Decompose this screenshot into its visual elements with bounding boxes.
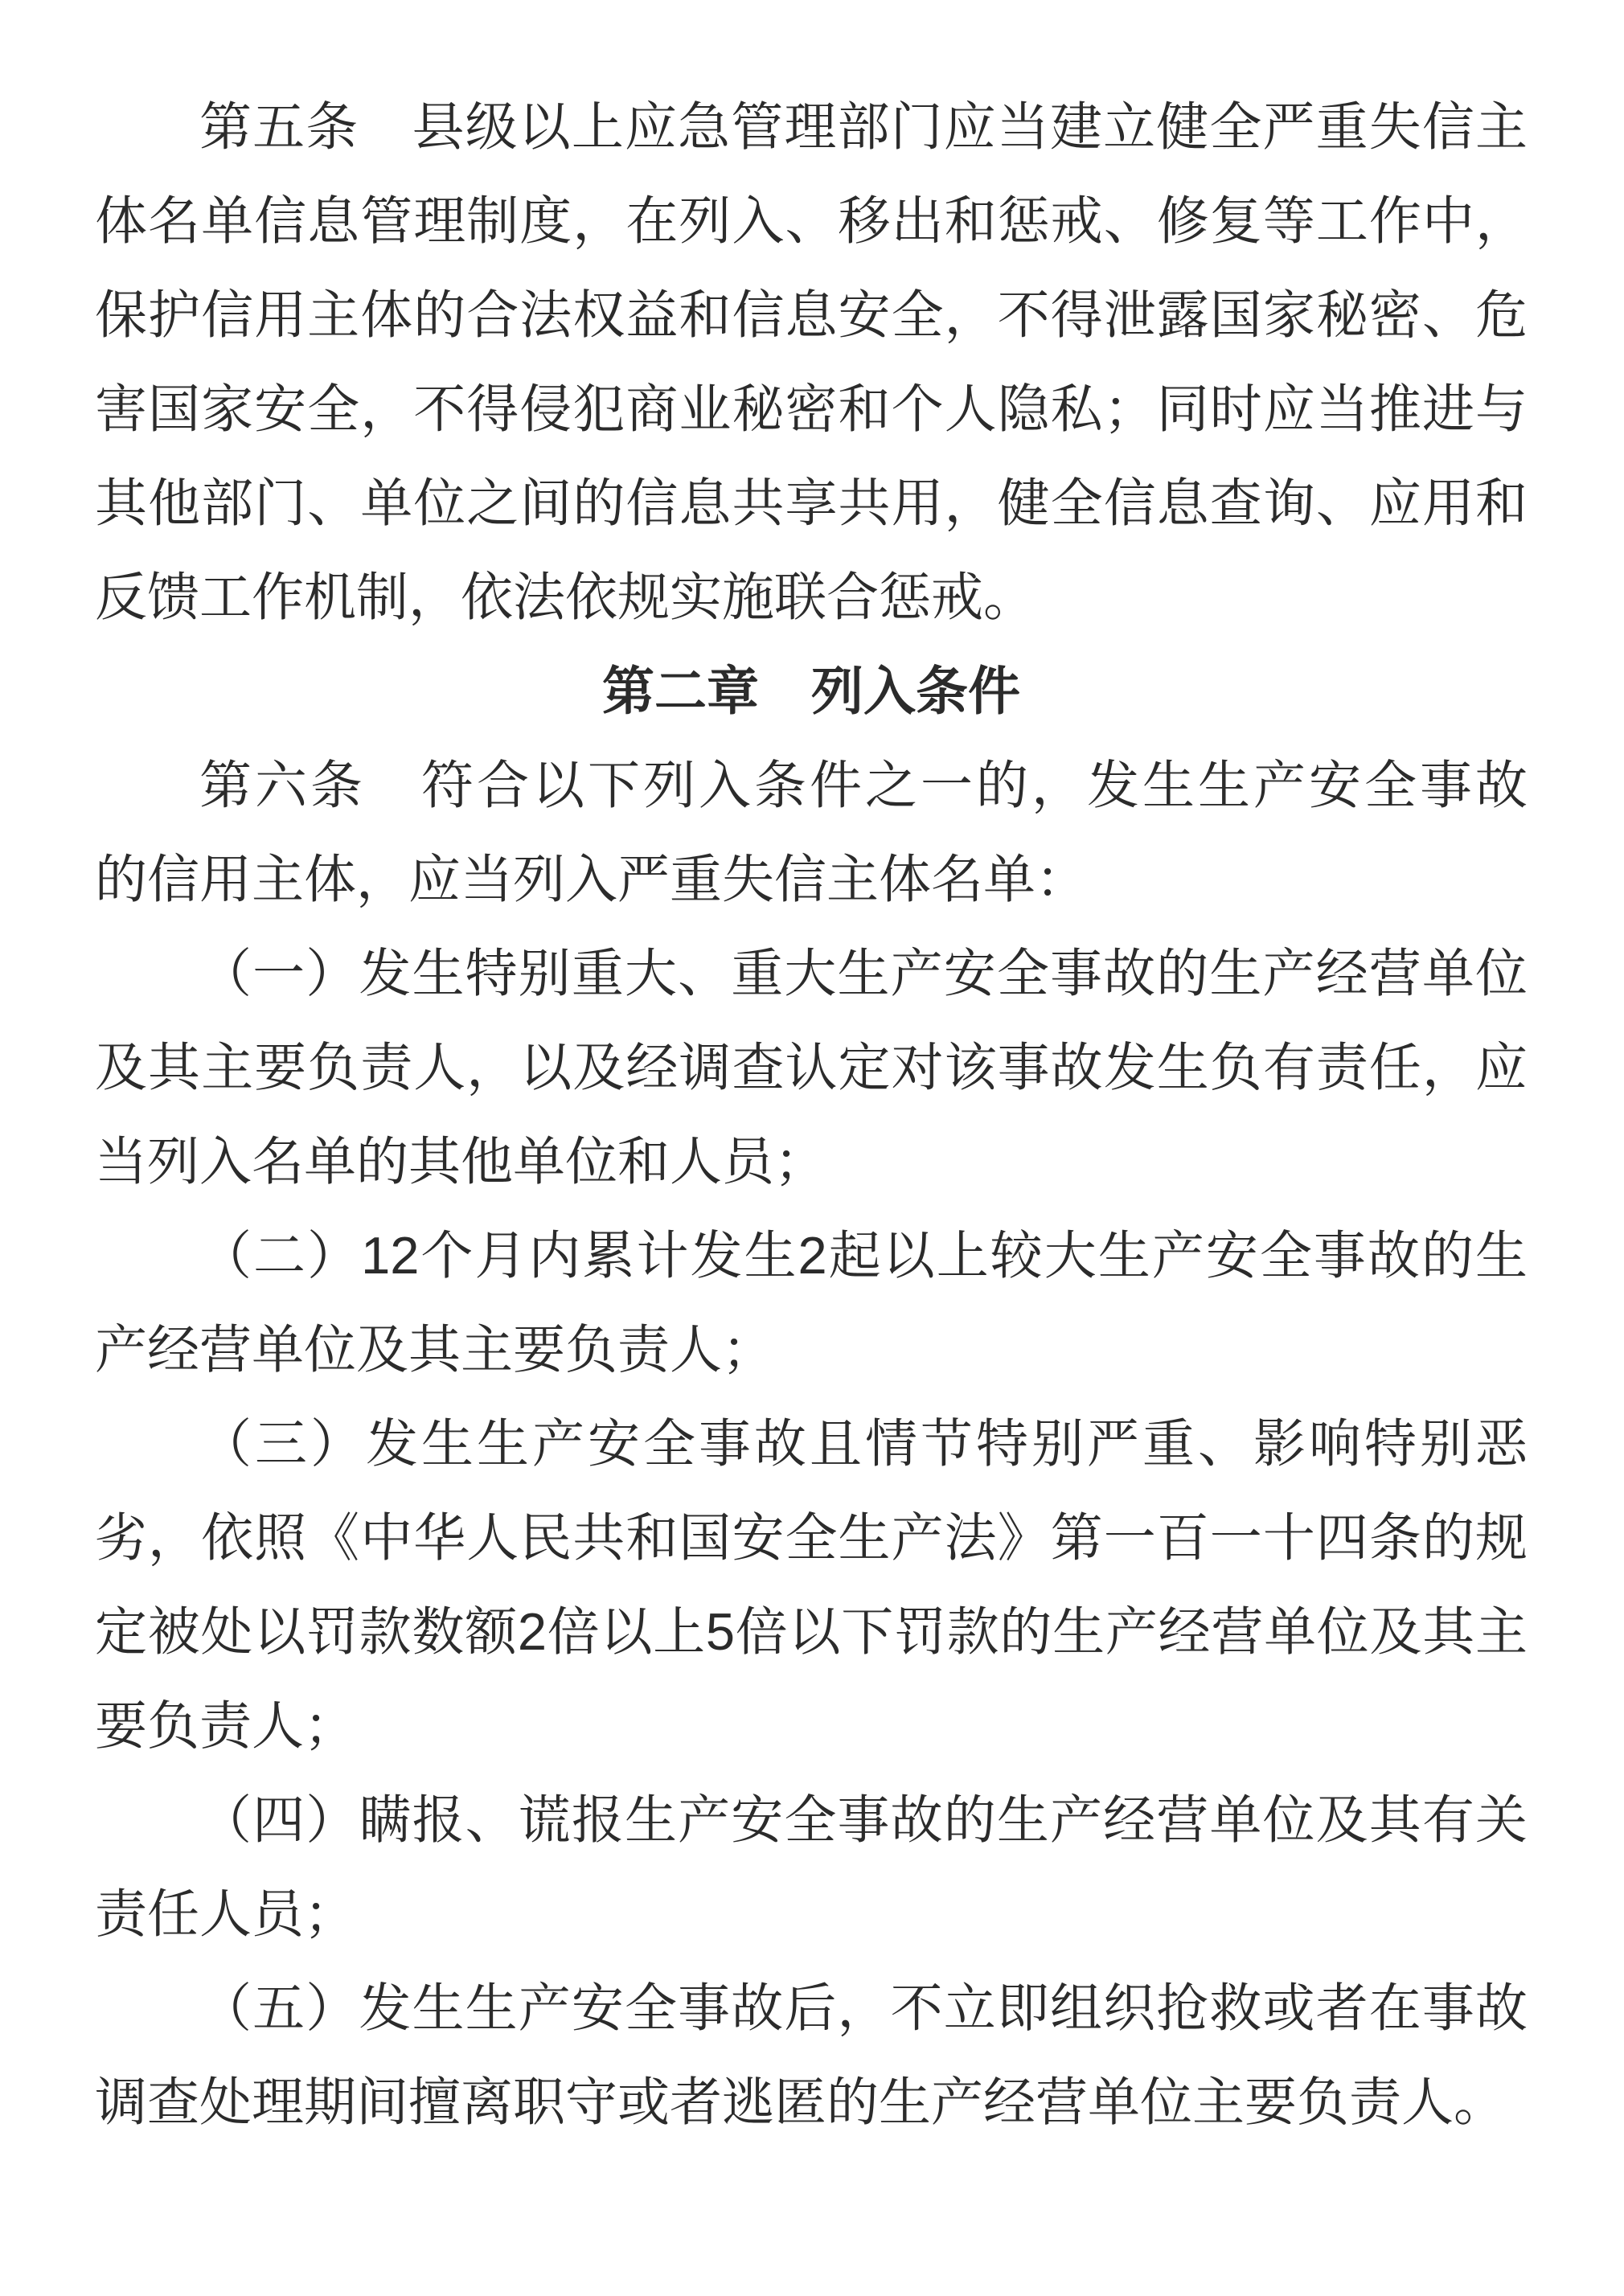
item1-line-1: （一）发生特别重大、重大生产安全事故的生产经营单位 bbox=[199, 944, 1528, 1002]
item1-line-3: 当列入名单的其他单位和人员； bbox=[95, 1132, 827, 1191]
article6-line-1: 第六条 符合以下列入条件之一的，发生生产安全事故 bbox=[199, 756, 1528, 814]
item5-line-1: （五）发生生产安全事故后，不立即组织抢救或者在事故 bbox=[199, 1978, 1528, 2037]
item5-line-2: 调查处理期间擅离职守或者逃匿的生产经营单位主要负责人。 bbox=[95, 2073, 1507, 2131]
item1-line-2: 及其主要负责人，以及经调查认定对该事故发生负有责任，应 bbox=[95, 1038, 1528, 1097]
item4-line-2: 责任人员； bbox=[95, 1884, 357, 1943]
item3-line-4: 要负责人； bbox=[95, 1696, 357, 1755]
article6-line-2: 的信用主体，应当列入严重失信主体名单： bbox=[95, 850, 1089, 908]
item3-line-2: 劣，依照《中华人民共和国安全生产法》第一百一十四条的规 bbox=[95, 1508, 1528, 1567]
item4-line-1: （四）瞒报、谎报生产安全事故的生产经营单位及其有关 bbox=[199, 1790, 1528, 1849]
article5-line-3: 保护信用主体的合法权益和信息安全，不得泄露国家秘密、危 bbox=[95, 285, 1528, 344]
document-page bbox=[95, 80, 1528, 2149]
article5-line-6: 反馈工作机制，依法依规实施联合惩戒。 bbox=[95, 568, 1036, 626]
article5-line-1: 第五条 县级以上应急管理部门应当建立健全严重失信主 bbox=[199, 97, 1528, 156]
item2-line-1: （二）12个月内累计发生2起以上较大生产安全事故的生 bbox=[199, 1226, 1528, 1285]
item3-line-1: （三）发生生产安全事故且情节特别严重、影响特别恶 bbox=[199, 1414, 1528, 1473]
article5-line-4: 害国家安全，不得侵犯商业秘密和个人隐私；同时应当推进与 bbox=[95, 379, 1528, 438]
item3-line-3: 定被处以罚款数额2倍以上5倍以下罚款的生产经营单位及其主 bbox=[95, 1602, 1528, 1661]
chapter2-heading: 第二章 列入条件 bbox=[601, 662, 1020, 720]
article5-line-2: 体名单信息管理制度，在列入、移出和惩戒、修复等工作中， bbox=[95, 191, 1528, 250]
article5-line-5: 其他部门、单位之间的信息共享共用，健全信息查询、应用和 bbox=[95, 474, 1528, 532]
item2-line-2: 产经营单位及其主要负责人； bbox=[95, 1320, 775, 1379]
